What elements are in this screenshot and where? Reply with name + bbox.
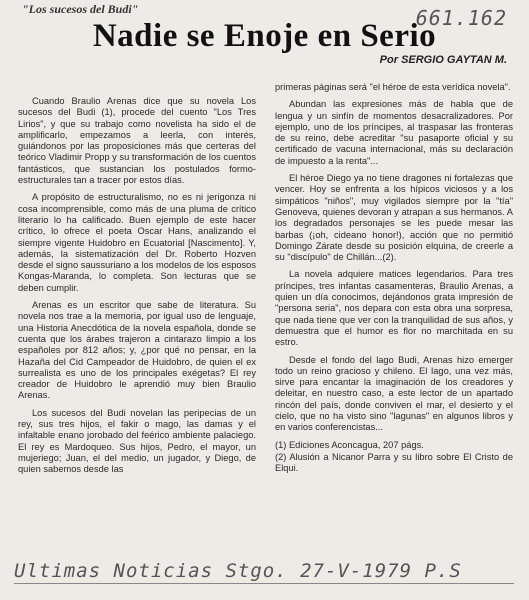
- footnote: (2) Alusión a Nicanor Parra y su libro sobre El Cristo de Elqui.: [275, 451, 513, 474]
- paragraph: Abundan las expresiones más de habla que de lengua y un sinfín de momentos desacralizadores. Por ejemplo, uno de los príncipes, al traspasar las fronteras de su reino, debe acreditar "su pasaporte oficial y su certificado de vacuna internacional, más su declaración de impuesto a la renta"...: [275, 99, 513, 166]
- paragraph: Los sucesos del Budi novelan las peripecias de un rey, sus tres hijos, el fakir o mago, las damas y el infaltable enano jorobado del feérico ambiente palaciego. El rey es Mardoqueo. Sus hijos, Pedro, el mayor, un mujeriego; Juan, el del medio, un jugador, y Diego, de quien sabemos desde las: [18, 407, 256, 475]
- paragraph: Cuando Braulio Arenas dice que su novela Los sucesos del Budi (1), procede del cuento "Los Tres Lirios", y que su trabajo como novelista ha sido el de amplificarlo, empezamos a leerla, con interés, guiándonos por las proposiciones más que certeras del teórico Vladimir Propp y su transformación de los cuentos fantásticos, que sustancian los postulados formo-estructurales tan a tracer por estos días.: [18, 96, 256, 186]
- handwritten-archive-number: 661.162: [415, 6, 507, 30]
- handwritten-source-note: Ultimas Noticias Stgo. 27-V-1979 P.S: [14, 560, 462, 582]
- headline: Nadie se Enoje en Serio: [92, 18, 437, 54]
- bottom-rule: [14, 583, 514, 584]
- paragraph: Desde el fondo del lago Budi, Arenas hizo emerger todo un reino gracioso y chileno. El lago, una vez más, sirve para encantar la imaginación de los creadores y deleitar, en nuestro caso, a este lector de un apartado rincón del país, donde conviven el mar, el desierto y el cielo, que no ha visto sino "lagunas" en algunos libros y en varios conferencistas...: [275, 354, 513, 433]
- footnotes: [275, 440, 513, 475]
- paragraph: A propósito de estructuralismo, no es ni jerigonza ni cosa incomprensible, como más de una pluma de crítico literario lo ha calificado. Buen ejemplo de este hacer crítico, lo ofrece el poeta Oscar Hans, analizando el siempre vigente Huidobro en Ecuatorial [Nascimento]. Y, además, la sistematización del Dr. Roberto Hozven desde el signo saussuriano a los modelos de los esposos Kongas-Maranda, lo completa. Son lecturas que se deben cumplir.: [18, 192, 256, 293]
- paragraph: Arenas es un escritor que sabe de literatura. Su novela nos trae a la memoria, por igual uso de lenguaje, una Historia Anecdótica de la novela española, donde se cuenta que los árabes trajeron a cintarazo limpio a los españoles por 812 años; y, ¿por qué no pensar, en la Hazaña del Cid Campeador de Huidobro, de quien el ex surrealista es uno de los principales exégetas? El rey creador de Huidobro le aprendió muy bien Braulio Arenas.: [18, 300, 256, 401]
- right-column: [275, 82, 513, 476]
- left-column: [18, 96, 256, 482]
- paragraph: El héroe Diego ya no tiene dragones ni fortalezas que vencer. Hoy se enfrenta a los hípicos viciosos y a los simpáticos "niños", muy vigilados siempre por la "tía" Genoveva, quienes devoran y atrapan a sus hermanos. A los degradados personajes se les puede mesar las barbas (¡oh, cideano honor!), acción que no permitió Domingo Zárate desde su posición elquina, de creerle a su "discípulo" de Chillán...(2).: [275, 173, 513, 263]
- footnote: (1) Ediciones Aconcagua, 207 págs.: [275, 439, 424, 450]
- paragraph: La novela adquiere matices legendarios. Para tres príncipes, tres infantas casamenteras, Braulio Arenas, a quien un día conocimos, dejándonos grata impresión de "persona seria", nos depara con esta obra una sorpresa, que nada tiene que ver con la tranquilidad de sus años, y demuestra que el humor es flor no marchitada en su estro.: [275, 269, 513, 348]
- section-label: "Los sucesos del Budi": [22, 2, 139, 16]
- paragraph: primeras páginas será "el héroe de esta verídica novela".: [275, 82, 511, 92]
- byline: Por SERGIO GAYTAN M.: [379, 54, 507, 66]
